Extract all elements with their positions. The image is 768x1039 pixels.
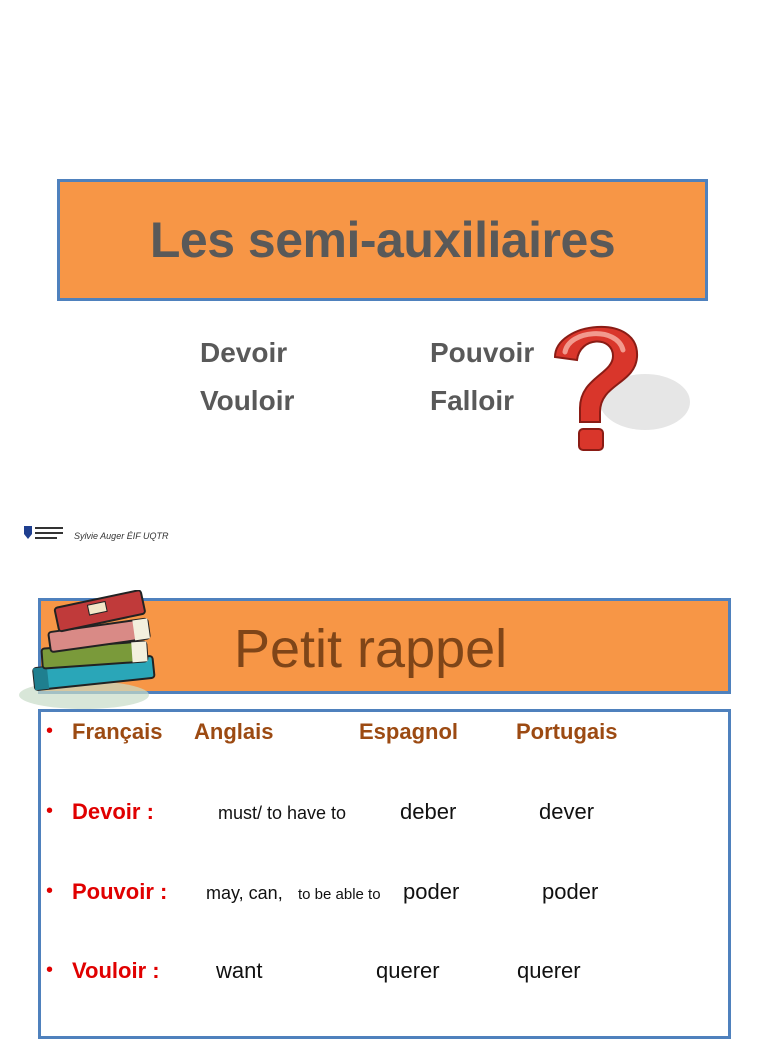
rappel-title: Petit rappel xyxy=(234,619,508,679)
row-english: must/ to have to xyxy=(218,803,347,823)
question-mark-icon xyxy=(545,312,695,457)
row-portuguese: querer xyxy=(517,958,581,983)
bullet: • xyxy=(46,959,54,981)
row-spanish: deber xyxy=(400,799,457,824)
school-logo-icon xyxy=(22,524,66,544)
row-english: want xyxy=(216,958,263,983)
row-portuguese: poder xyxy=(542,879,599,904)
row-english-a: may, can, xyxy=(206,883,283,903)
footer-credit: Sylvie Auger ÉIF UQTR xyxy=(74,531,169,541)
header-francais: Français xyxy=(72,719,163,744)
bullet: • xyxy=(46,880,54,902)
title-banner xyxy=(57,179,708,301)
verb-devoir: Devoir xyxy=(200,337,288,368)
header-espagnol: Espagnol xyxy=(359,719,459,744)
books-icon xyxy=(14,590,169,715)
verb-vouloir: Vouloir xyxy=(200,385,295,416)
vocab-table xyxy=(38,709,731,1039)
slide-title: Les semi-auxiliaires xyxy=(149,212,616,268)
header-portugais: Portugais xyxy=(516,719,618,744)
verb-pouvoir: Pouvoir xyxy=(430,337,535,368)
verb-falloir: Falloir xyxy=(430,385,515,416)
row-verb: Devoir : xyxy=(72,799,154,824)
row-verb: Pouvoir : xyxy=(72,879,168,904)
bullet: • xyxy=(46,720,54,742)
row-spanish: querer xyxy=(376,958,440,983)
header-anglais: Anglais xyxy=(194,719,274,744)
row-spanish: poder xyxy=(403,879,460,904)
row-verb: Vouloir : xyxy=(72,958,160,983)
row-portuguese: dever xyxy=(539,799,595,824)
row-english-b: to be able to xyxy=(298,886,381,903)
bullet: • xyxy=(46,800,54,822)
